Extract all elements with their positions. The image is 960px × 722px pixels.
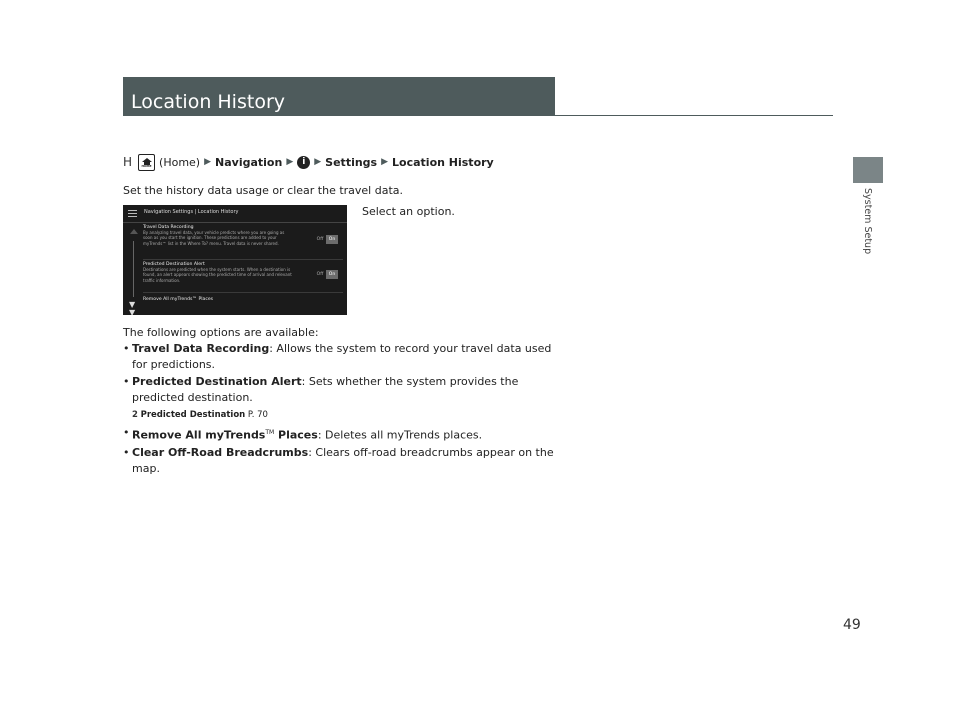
- breadcrumb-settings: Settings: [325, 155, 378, 169]
- page-title: Location History: [123, 77, 555, 115]
- breadcrumb: [123, 153, 494, 171]
- screen-header-title: Navigation Settings | Location History: [144, 209, 239, 215]
- screen-scrollbar: [126, 223, 141, 315]
- toggle-off: Off: [316, 237, 324, 242]
- reference-label: Predicted Destination: [140, 410, 246, 420]
- breadcrumb-prefix: H: [123, 155, 133, 169]
- reference-icon: 2: [132, 410, 138, 420]
- toggle-off: Off: [316, 272, 324, 277]
- menu-icon: [128, 210, 137, 217]
- section-tab: [853, 157, 883, 183]
- list-item: [123, 341, 563, 373]
- option-predicted-destination-alert: [143, 262, 343, 293]
- toggle-on: On: [326, 270, 338, 279]
- options-intro: The following options are available:: [123, 326, 319, 339]
- settings-screenshot: [123, 205, 347, 315]
- info-icon: i: [297, 156, 310, 169]
- trademark: TM: [265, 429, 275, 436]
- toggle-switch: [314, 235, 338, 244]
- arrow-right-icon: ▶: [381, 157, 389, 167]
- page-number: 49: [843, 617, 861, 633]
- breadcrumb-location-history: Location History: [392, 155, 494, 169]
- home-icon: [138, 154, 155, 171]
- option-title: Predicted Destination Alert: [143, 262, 205, 267]
- bullet-term: Places: [274, 428, 318, 442]
- toggle-switch: [314, 270, 338, 279]
- toggle-on: On: [326, 235, 338, 244]
- arrow-right-icon: ▶: [204, 157, 212, 167]
- bullet-desc: : Allows the system to record your travel data used for predictions.: [132, 342, 552, 371]
- bullet-desc: : Deletes all myTrends places.: [317, 428, 483, 442]
- arrow-right-icon: ▶: [286, 157, 294, 167]
- list-item: [123, 374, 563, 406]
- bullet-desc: : Sets whether the system provides the predicted destination.: [132, 375, 519, 404]
- option-travel-data-recording: [143, 225, 343, 260]
- cross-reference: [132, 407, 563, 423]
- options-description: [123, 325, 563, 478]
- bullet-term: Clear Off-Road Breadcrumbs: [132, 445, 309, 459]
- scroll-down-icon: ▼ ▼: [129, 300, 136, 315]
- option-description: By analyzing travel data, your vehicle predicts where you are going as soon as you start the ignition. These predictions are added to your myTrends™ list in the Where To? menu. Travel data is never shared.: [143, 230, 285, 246]
- screen-header: [123, 205, 347, 223]
- list-item: [123, 425, 563, 444]
- list-item: [123, 445, 563, 477]
- bullet-term: Travel Data Recording: [132, 342, 270, 355]
- bullet-desc: : Clears off-road breadcrumbs appear on the map.: [132, 445, 554, 475]
- option-title: Travel Data Recording: [143, 225, 194, 230]
- option-remove-mytrends: [143, 297, 343, 309]
- breadcrumb-home-label: (Home): [159, 155, 201, 169]
- bullet-term: Remove All myTrends: [132, 428, 266, 442]
- section-label: System Setup: [862, 188, 873, 255]
- option-description: Destinations are predicted when the system starts. When a destination is found, an alert appears showing the predicted time of arrival and relevant traffic information.: [143, 267, 292, 283]
- select-option-text: Select an option.: [362, 205, 455, 218]
- bullet-term: Predicted Destination Alert: [132, 375, 302, 388]
- breadcrumb-navigation: Navigation: [215, 155, 283, 169]
- scroll-track: [133, 241, 134, 297]
- home-icon-text: HOME: [141, 163, 152, 168]
- option-title: Remove All myTrends™ Places: [143, 297, 214, 302]
- arrow-right-icon: ▶: [314, 157, 322, 167]
- intro-text: Set the history data usage or clear the travel data.: [123, 184, 404, 197]
- scroll-up-icon: [130, 229, 138, 234]
- reference-page: P. 70: [245, 410, 268, 420]
- title-rule: [123, 115, 833, 116]
